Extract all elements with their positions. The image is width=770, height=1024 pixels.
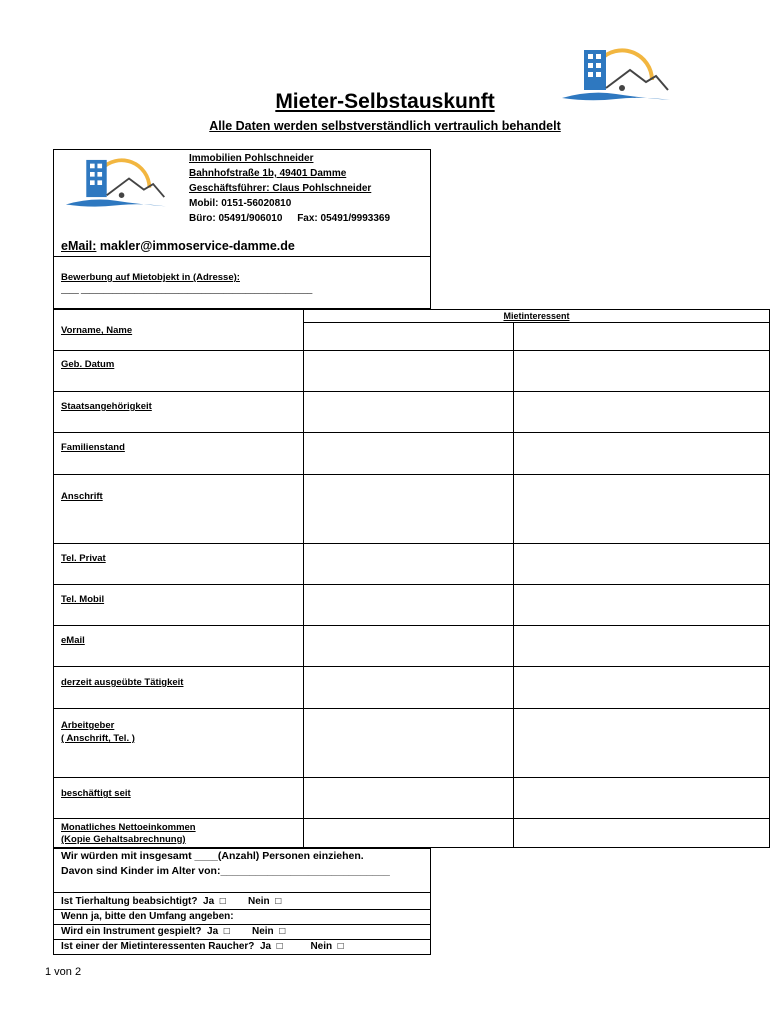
persons-line1: Wir würden mit insgesamt ____(Anzahl) Personen einziehen.	[61, 850, 364, 862]
tenant-table	[53, 309, 770, 848]
row-name: Vorname, Name	[61, 325, 133, 336]
row-job: derzeit ausgeübte Tätigkeit	[61, 677, 184, 688]
row-since: beschäftigt seit	[61, 788, 131, 799]
row-income-line2: (Kopie Gehaltsabrechnung)	[61, 834, 186, 845]
row-phone: Tel. Privat	[61, 553, 106, 564]
page-subtitle: Alle Daten werden selbstverständlich vertraulich behandelt	[209, 119, 561, 133]
persons-line2: Davon sind Kinder im Alter von:_____________________________	[61, 865, 390, 877]
row-email: eMail	[61, 635, 85, 646]
row-nationality: Staatsangehörigkeit	[61, 401, 152, 412]
row-income-line1: Monatliches Nettoeinkommen	[61, 822, 196, 833]
page-number: 1 von 2	[45, 966, 82, 978]
company-fax: Fax: 05491/9993369	[297, 213, 391, 224]
company-logo-small	[64, 154, 168, 216]
row-birth: Geb. Datum	[61, 359, 115, 370]
row-employer-line2: ( Anschrift, Tel. )	[61, 733, 135, 744]
instrument-question: Wird ein Instrument gespielt? Ja □ Nein □	[61, 926, 286, 937]
row-employer-line1: Arbeitgeber	[61, 720, 115, 731]
company-office: Büro: 05491/906010	[189, 213, 283, 224]
row-income	[61, 822, 196, 846]
smoker-question: Ist einer der Mietinteressenten Raucher? Ja □ Nein □	[61, 941, 344, 952]
company-address: Bahnhofstraße 1b, 49401 Damme	[189, 168, 347, 179]
pets-scope: Wenn ja, bitte den Umfang angeben:	[61, 911, 234, 922]
page-title: Mieter-Selbstauskunft	[275, 90, 495, 113]
application-label: Bewerbung auf Mietobjekt in (Adresse):	[61, 272, 240, 283]
email-value: makler@immoservice-damme.de	[96, 239, 295, 253]
row-mobile: Tel. Mobil	[61, 594, 105, 605]
row-marital: Familienstand	[61, 442, 125, 453]
company-email	[61, 239, 295, 253]
company-name: Immobilien Pohlschneider	[189, 153, 314, 164]
row-employer	[61, 719, 135, 745]
pets-question: Ist Tierhaltung beabsichtigt? Ja □ Nein □	[61, 896, 282, 907]
email-label: eMail:	[61, 239, 97, 253]
company-info	[189, 151, 390, 226]
company-mobile: Mobil: 0151-56020810	[189, 198, 292, 209]
company-manager: Geschäftsführer: Claus Pohlschneider	[189, 183, 372, 194]
row-address: Anschrift	[61, 491, 103, 502]
tenant-header: Mietinteressent	[503, 311, 570, 321]
application-line: ____ ____________________________________________________	[61, 285, 313, 294]
persons-question	[61, 849, 390, 879]
